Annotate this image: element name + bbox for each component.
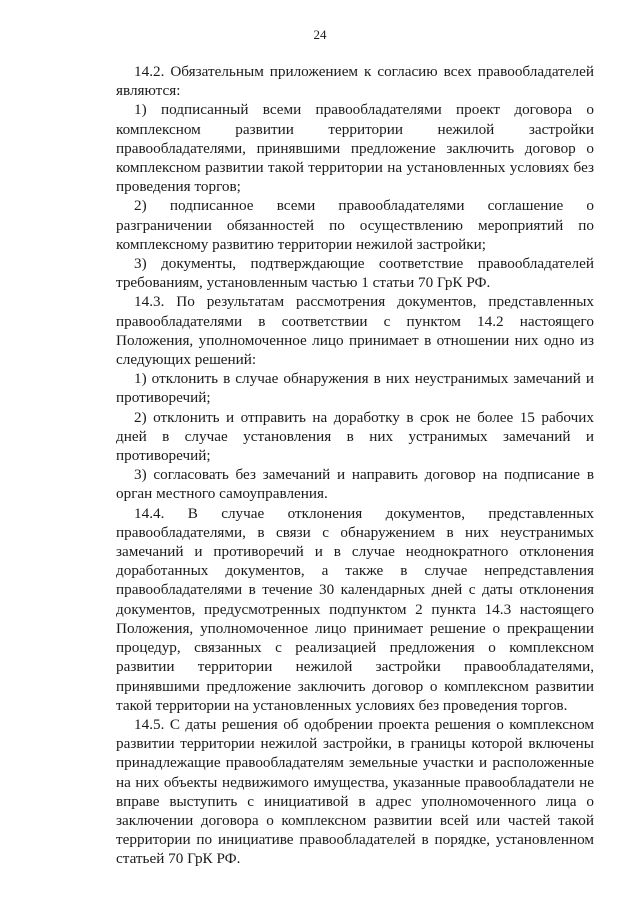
paragraph-14-2-item-1: 1) подписанный всеми правообладателями проект договора о комплексном развитии территории нежилой застройки правообладателями, принявшими предложение заключить договор о комплексном развитии такой территории на установленных условиях без проведения торгов;: [116, 101, 594, 196]
paragraph-14-3-item-2: 2) отклонить и отправить на доработку в срок не более 15 рабочих дней в случае установления в них устранимых замечаний и противоречий;: [116, 408, 594, 465]
paragraph-14-3-item-3: 3) согласовать без замечаний и направить договор на подписание в орган местного самоуправления.: [116, 466, 594, 503]
paragraph-14-2-item-3: 3) документы, подтверждающие соответствие правообладателей требованиям, установленным частью 1 статьи 70 ГрК РФ.: [116, 255, 594, 292]
paragraph-14-3-item-1: 1) отклонить в случае обнаружения в них неустранимых замечаний и противоречий;: [116, 370, 594, 407]
page-number: 24: [313, 27, 327, 42]
document-body: [116, 62, 594, 869]
paragraph-14-4: 14.4. В случае отклонения документов, представленных правообладателями, в связи с обнаружением в них неустранимых замечаний и противоречий и в случае неоднократного отклонения доработанных документов, а также в случае непредставления правообладателями в течение 30 календарных дней с даты отклонения документов, предусмотренных подпунктом 2 пункта 14.3 настоящего Положения, уполномоченное лицо принимает решение о прекращении процедур, связанных с реализацией предложения о комплексном развитии территории нежилой застройки правообладателями, принявшими предложение заключить договор о комплексном развитии такой территории на установленных условиях без проведения торгов.: [116, 504, 594, 714]
paragraph-14-3: 14.3. По результатам рассмотрения документов, представленных правообладателями в соответствии с пунктом 14.2 настоящего Положения, уполномоченное лицо принимает в отношении них одно из следующих решений:: [116, 293, 594, 369]
paragraph-14-2-item-2: 2) подписанное всеми правообладателями соглашение о разграничении обязанностей по осуществлению мероприятий по комплексному развитию территории нежилой застройки;: [116, 197, 594, 253]
paragraph-14-2: 14.2. Обязательным приложением к согласию всех правообладателей являются:: [116, 63, 594, 100]
paragraph-14-5: 14.5. С даты решения об одобрении проекта решения о комплексном развитии территории нежилой застройки, в границы которой включены принадлежащие правообладателям земельные участки и расположенные на них объекты недвижимого имущества, указанные правообладатели не вправе выступить с инициативой в адрес уполномоченного лица о заключении договора о комплексном развитии всей или частей такой территории по инициативе правообладателей в порядке, установленном статьей 70 ГрК РФ.: [116, 715, 594, 868]
